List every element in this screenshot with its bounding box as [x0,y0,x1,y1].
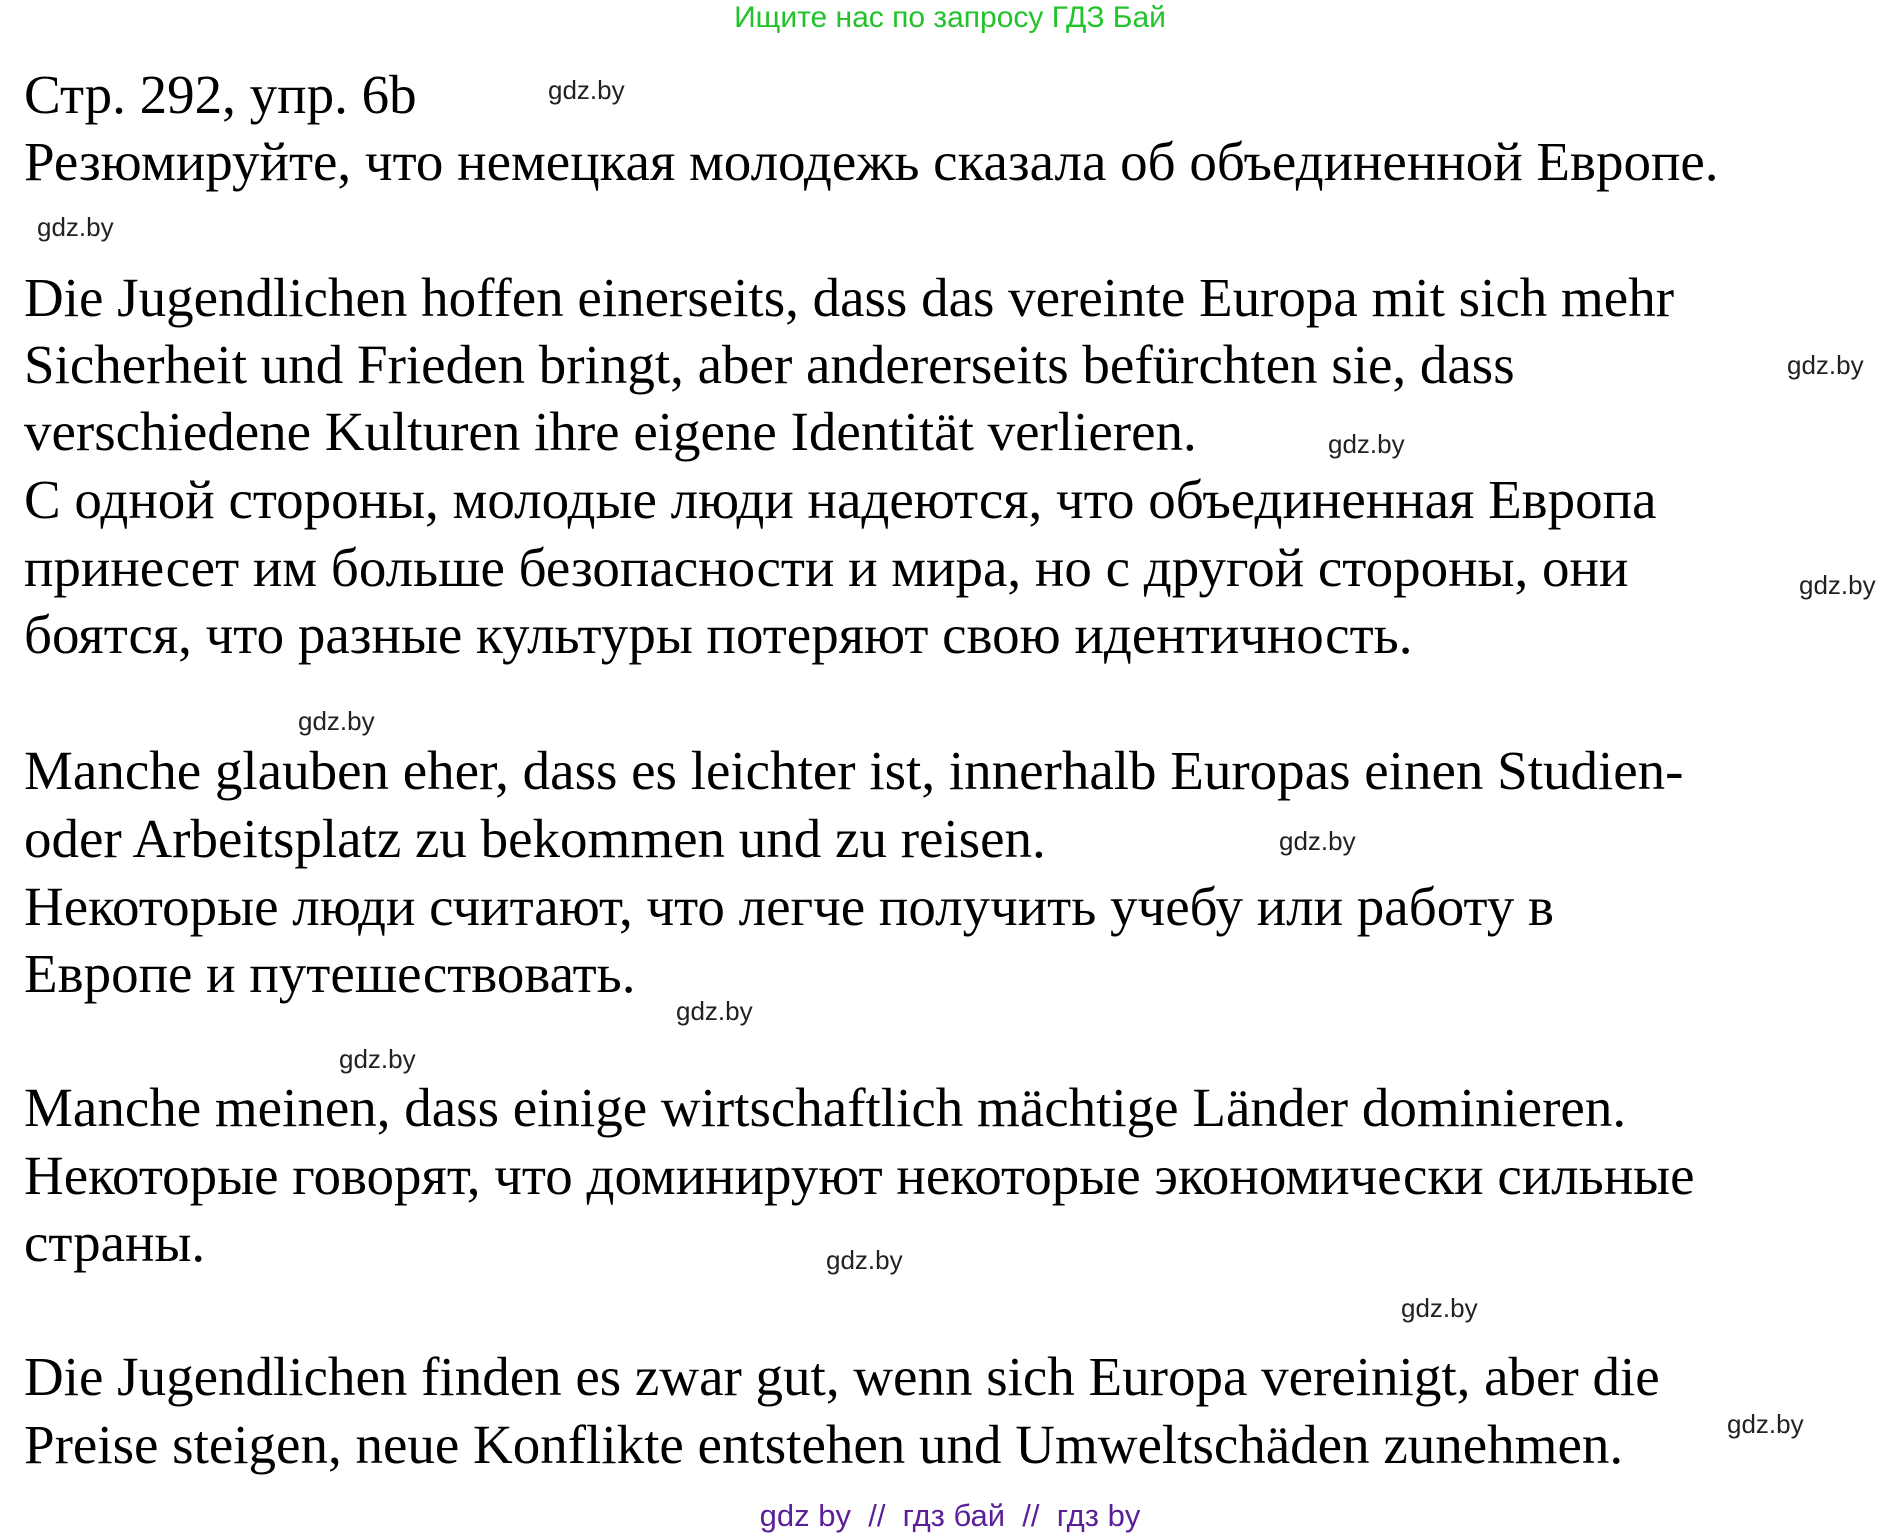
page-title: Стр. 292, упр. 6b [24,64,417,125]
watermark: gdz.by [676,996,753,1026]
watermark: gdz.by [298,706,375,736]
answer-line: oder Arbeitsplatz zu bekommen und zu reisen. [24,808,1046,869]
translation-line: Европе и путешествовать. [24,943,636,1004]
watermark: gdz.by [1799,570,1876,600]
watermark: gdz.by [826,1245,903,1275]
watermark: gdz.by [1328,429,1405,459]
watermark: gdz.by [548,75,625,105]
translation-line: принесет им больше безопасности и мира, но с другой стороны, они [24,537,1629,598]
translation-line: боятся, что разные культуры потеряют свою идентичность. [24,604,1413,665]
answer-line: Manche meinen, dass einige wirtschaftlich mächtige Länder dominieren. [24,1077,1627,1138]
translation-line: С одной стороны, молодые люди надеются, что объединенная Европа [24,469,1657,530]
answer-line: Manche glauben eher, dass es leichter ist, innerhalb Europas einen Studien- [24,740,1684,801]
translation-line: Некоторые говорят, что доминируют некоторые экономически сильные [24,1145,1695,1206]
watermark: gdz.by [1787,350,1864,380]
watermark: gdz.by [1401,1293,1478,1323]
translation-line: Некоторые люди считают, что легче получить учебу или работу в [24,876,1555,937]
translation-line: страны. [24,1212,206,1273]
answer-line: Preise steigen, neue Konflikte entstehen und Umweltschäden zunehmen. [24,1414,1624,1475]
answer-line: Sicherheit und Frieden bringt, aber andererseits befürchten sie, dass [24,334,1515,395]
watermark: gdz.by [1279,826,1356,856]
footer-links[interactable]: gdz by // гдз бай // гдз by [759,1498,1141,1533]
promo-banner: Ищите нас по запросу ГДЗ Бай [734,1,1166,34]
watermark: gdz.by [37,212,114,242]
task-text: Резюмируйте, что немецкая молодежь сказала об объединенной Европе. [24,131,1719,192]
watermark: gdz.by [1727,1409,1804,1439]
answer-line: Die Jugendlichen hoffen einerseits, dass das vereinte Europa mit sich mehr [24,267,1675,328]
answer-line: Die Jugendlichen finden es zwar gut, wenn sich Europa vereinigt, aber die [24,1346,1660,1407]
watermark: gdz.by [339,1044,416,1074]
answer-line: verschiedene Kulturen ihre eigene Identität verlieren. [24,401,1197,462]
